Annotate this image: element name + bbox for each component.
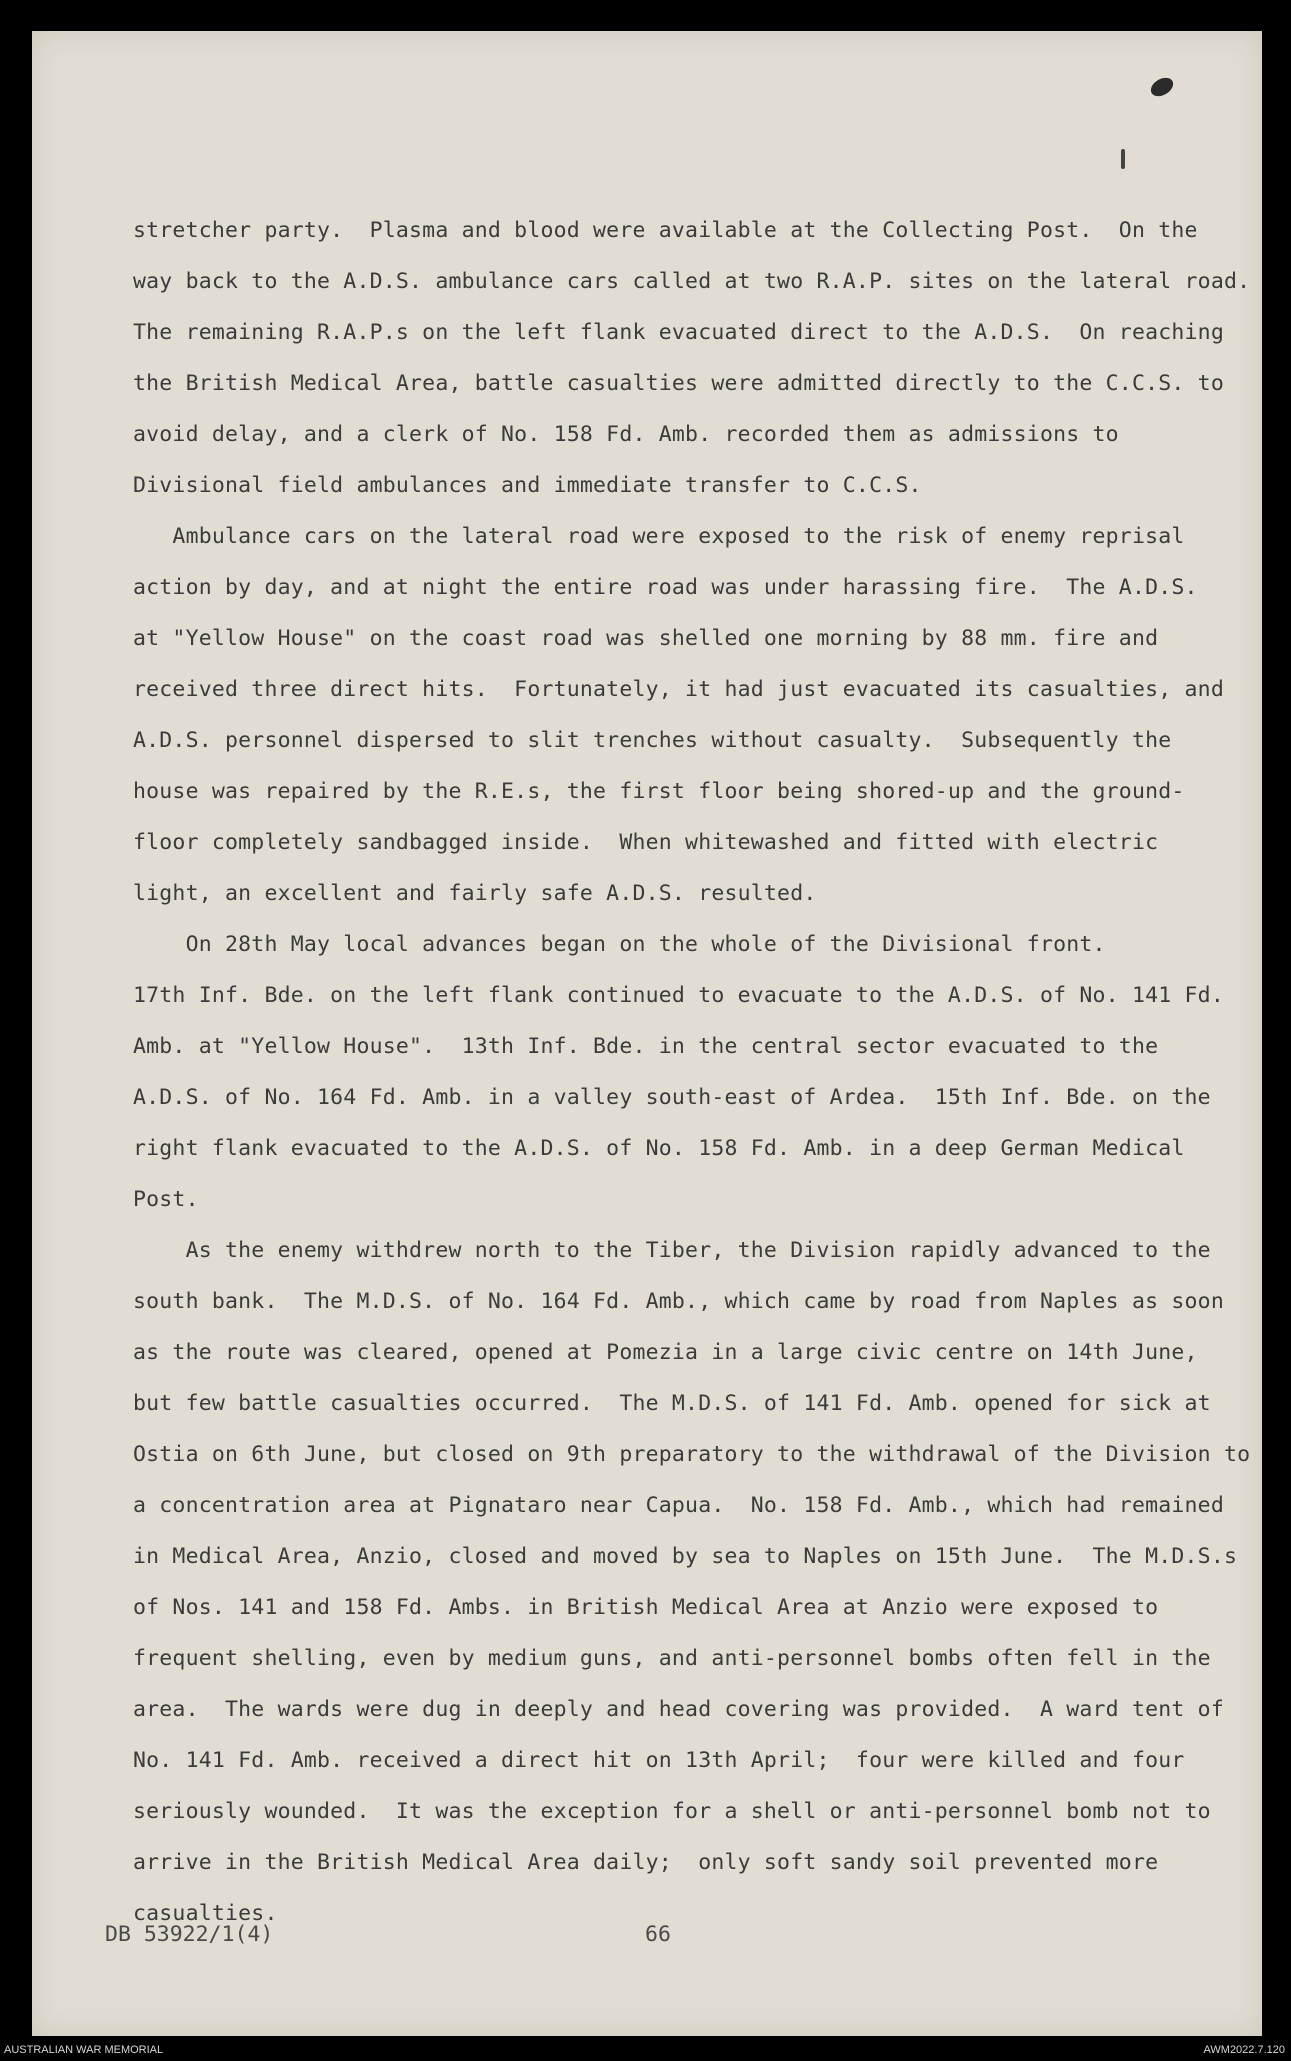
ink-mark xyxy=(1121,149,1125,169)
text-line: right flank evacuated to the A.D.S. of No. 158 Fd. Amb. in a deep German Medical xyxy=(133,1136,1185,1161)
institution-name: AUSTRALIAN WAR MEMORIAL xyxy=(4,2044,164,2056)
text-line: casualties. xyxy=(133,1901,278,1926)
text-line: way back to the A.D.S. ambulance cars called at two R.A.P. sites on the lateral road. xyxy=(133,269,1251,294)
text-line: On 28th May local advances began on the whole of the Divisional front. xyxy=(133,932,1106,957)
text-line: light, an excellent and fairly safe A.D.S. resulted. xyxy=(133,881,817,906)
text-line: Ambulance cars on the lateral road were exposed to the risk of enemy reprisal xyxy=(133,524,1185,549)
text-line: arrive in the British Medical Area daily; only soft sandy soil prevented more xyxy=(133,1850,1159,1875)
text-line: 17th Inf. Bde. on the left flank continued to evacuate to the A.D.S. of No. 141 Fd. xyxy=(133,983,1224,1008)
document-page xyxy=(32,31,1262,2036)
text-line: Amb. at "Yellow House". 13th Inf. Bde. in the central sector evacuated to the xyxy=(133,1034,1159,1059)
text-line: a concentration area at Pignataro near Capua. No. 158 Fd. Amb., which had remained xyxy=(133,1493,1224,1518)
page-number: 66 xyxy=(645,1922,671,1947)
text-line: house was repaired by the R.E.s, the first floor being shored-up and the ground- xyxy=(133,779,1185,804)
text-line: Ostia on 6th June, but closed on 9th preparatory to the withdrawal of the Division to xyxy=(133,1442,1251,1467)
text-line: at "Yellow House" on the coast road was shelled one morning by 88 mm. fire and xyxy=(133,626,1159,651)
text-line: area. The wards were dug in deeply and head covering was provided. A ward tent of xyxy=(133,1697,1224,1722)
text-line: The remaining R.A.P.s on the left flank evacuated direct to the A.D.S. On reaching xyxy=(133,320,1224,345)
text-line: Post. xyxy=(133,1187,199,1212)
text-line: action by day, and at night the entire road was under harassing fire. The A.D.S. xyxy=(133,575,1198,600)
text-line: south bank. The M.D.S. of No. 164 Fd. Amb., which came by road from Naples as soon xyxy=(133,1289,1224,1314)
body-text xyxy=(133,205,1251,1939)
text-line: floor completely sandbagged inside. When whitewashed and fitted with electric xyxy=(133,830,1159,855)
text-line: frequent shelling, even by medium guns, and anti-personnel bombs often fell in the xyxy=(133,1646,1211,1671)
text-line: Divisional field ambulances and immediate transfer to C.C.S. xyxy=(133,473,922,498)
text-line: in Medical Area, Anzio, closed and moved by sea to Naples on 15th June. The M.D.S.s xyxy=(133,1544,1238,1569)
text-line: A.D.S. of No. 164 Fd. Amb. in a valley south-east of Ardea. 15th Inf. Bde. on the xyxy=(133,1085,1211,1110)
text-line: avoid delay, and a clerk of No. 158 Fd. Amb. recorded them as admissions to xyxy=(133,422,1119,447)
document-reference: DB 53922/1(4) xyxy=(105,1922,274,1947)
text-line: but few battle casualties occurred. The M.D.S. of 141 Fd. Amb. opened for sick at xyxy=(133,1391,1211,1416)
text-line: No. 141 Fd. Amb. received a direct hit on 13th April; four were killed and four xyxy=(133,1748,1185,1773)
text-line: as the route was cleared, opened at Pomezia in a large civic centre on 14th June, xyxy=(133,1340,1198,1365)
text-line: the British Medical Area, battle casualties were admitted directly to the C.C.S. to xyxy=(133,371,1224,396)
text-line: seriously wounded. It was the exception for a shell or anti-personnel bomb not to xyxy=(133,1799,1211,1824)
text-line: As the enemy withdrew north to the Tiber, the Division rapidly advanced to the xyxy=(133,1238,1211,1263)
text-line: A.D.S. personnel dispersed to slit trenches without casualty. Subsequently the xyxy=(133,728,1172,753)
text-line: stretcher party. Plasma and blood were available at the Collecting Post. On the xyxy=(133,218,1198,243)
ink-blot xyxy=(1148,74,1177,100)
item-id: AWM2022.7.120 xyxy=(1203,2044,1285,2056)
text-line: of Nos. 141 and 158 Fd. Ambs. in British Medical Area at Anzio were exposed to xyxy=(133,1595,1159,1620)
text-line: received three direct hits. Fortunately, it had just evacuated its casualties, and xyxy=(133,677,1224,702)
